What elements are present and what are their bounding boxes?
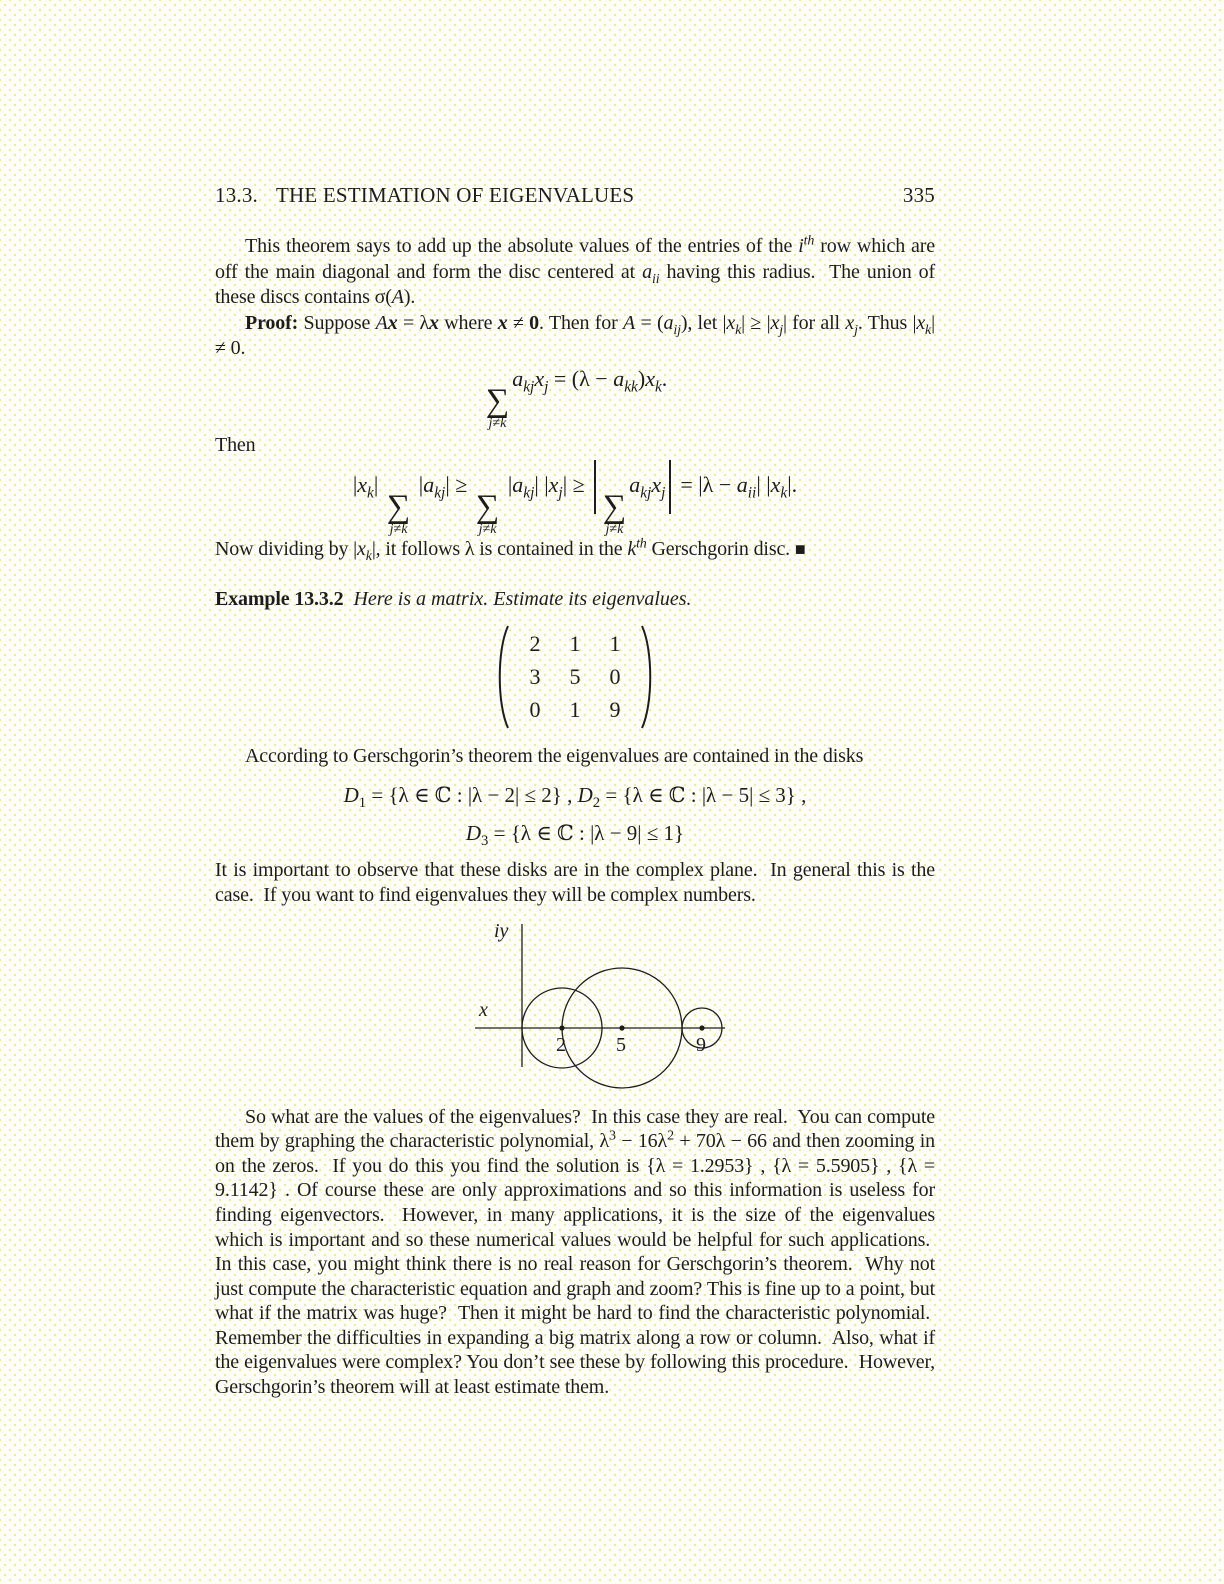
proof-paragraph: Proof: Suppose Ax = λx where x ≠ 0. Then for $A = (a_{ij})$, let $|x_k| \ge |x_j|$ for all $x_j$. Thus $|x_k| \ne 0$. bbox=[215, 311, 935, 359]
example-heading bbox=[215, 587, 935, 613]
important-paragraph: It is important to observe that these disks are in the complex plane. In general this is the case. If you want to find eigenvalues they will be complex numbers. bbox=[215, 858, 935, 907]
gerschgorin-figure bbox=[467, 911, 737, 1101]
matrix-cell: 1 bbox=[609, 631, 621, 657]
text-column bbox=[215, 183, 935, 1400]
intro-paragraph: This theorem says to add up the absolute values of the entries of the $i^{th}$ row which are off the main diagonal and form the disc centered at $a_{ii}$ having this radius. The union of these discs contains σ(A). bbox=[215, 233, 936, 308]
matrix-cell: 0 bbox=[529, 697, 541, 723]
matrix-cell: 1 bbox=[569, 697, 581, 723]
disk-center-label: 2 bbox=[556, 1033, 566, 1056]
matrix-right-paren bbox=[639, 622, 657, 732]
matrix-left-paren bbox=[493, 622, 511, 732]
disk-center-label: 5 bbox=[616, 1033, 626, 1056]
section-title: THE ESTIMATION OF EIGENVALUES bbox=[276, 183, 635, 207]
disks-definition-line1: $D_1 = \{\lambda$ ∈ ℂ : |λ − 2| ≤ 2} , $D_2 = \{\lambda$ ∈ ℂ : |λ − 5| ≤ 3} , bbox=[343, 782, 807, 811]
equation-sum-offdiagonal: ∑ j≠k $a_{kj}x_j = (\lambda - a_{kk})x_k$. bbox=[485, 365, 668, 431]
y-axis-label: iy bbox=[494, 919, 509, 942]
matrix-cell: 2 bbox=[529, 631, 541, 657]
x-axis-label: x bbox=[479, 998, 488, 1021]
page-header bbox=[215, 183, 935, 208]
example-label: Example 13.3.2 bbox=[215, 587, 344, 610]
according-paragraph: According to Gerschgorin’s theorem the eigenvalues are contained in the disks bbox=[245, 745, 864, 768]
matrix-cell: 5 bbox=[569, 664, 581, 690]
proof-conclusion: Now dividing by $|x_k|$, it follows λ is contained in the $k^{th}$ Gerschgorin disc. ■ bbox=[215, 536, 806, 565]
section-number: 13.3. bbox=[215, 183, 258, 207]
matrix-cell: 9 bbox=[609, 697, 621, 723]
qed-icon: ■ bbox=[794, 539, 806, 560]
matrix-grid bbox=[511, 631, 639, 723]
matrix-cell: 1 bbox=[569, 631, 581, 657]
matrix-cell: 3 bbox=[529, 664, 541, 690]
disk-center-dot bbox=[699, 1025, 704, 1030]
page-number: 335 bbox=[902, 183, 935, 207]
running-head bbox=[215, 183, 634, 208]
example-text: Here is a matrix. Estimate its eigenvalues. bbox=[353, 587, 692, 610]
matrix-cell: 0 bbox=[609, 664, 621, 690]
disks-definition-line2: $D_3 = \{\lambda$ ∈ ℂ : |λ − 9| ≤ 1} bbox=[465, 820, 685, 849]
matrix bbox=[215, 622, 935, 732]
disk-center-dot bbox=[619, 1025, 624, 1030]
disk-center-label: 9 bbox=[696, 1033, 706, 1056]
then-label: Then bbox=[215, 433, 256, 456]
equation-inequality-chain: $|x_k|$ ∑ j≠k $|a_{kj}|$ ≥ ∑ j≠k $|a_{kj}|$ $|x_j|$ ≥ ∑ j≠k $a_{kj}x_j = |\lambda - a_{ii}|$ $|x_k|$. bbox=[215, 460, 935, 537]
closing-paragraph: So what are the values of the eigenvalues? In this case they are real. You can compute them by graphing the characteristic polynomial, $\lambda^3 - 16\lambda^2 + 70\lambda - 66$ and then zooming in on the zeros. If you do this you find the solution is {λ = 1.2953} , {λ = 5.5905} , {λ = 9.1142} . Of course these are only approximations and so this information is useless for finding eigenvectors. However, in many applications, it is the size of the eigenvalues which is important and so these numerical values would be helpful for such applications. In this case, you might think there is no real reason for Gerschgorin’s theorem. Why not just compute the characteristic equation and graph and zoom? This is fine up to a point, but what if the matrix was huge? Then it might be hard to find the characteristic polynomial. Remember the difficulties in expanding a big matrix along a row or column. Also, what if the eigenvalues were complex? You don’t see these by following this procedure. However, Gerschgorin’s theorem will at least estimate them. bbox=[215, 1105, 936, 1399]
